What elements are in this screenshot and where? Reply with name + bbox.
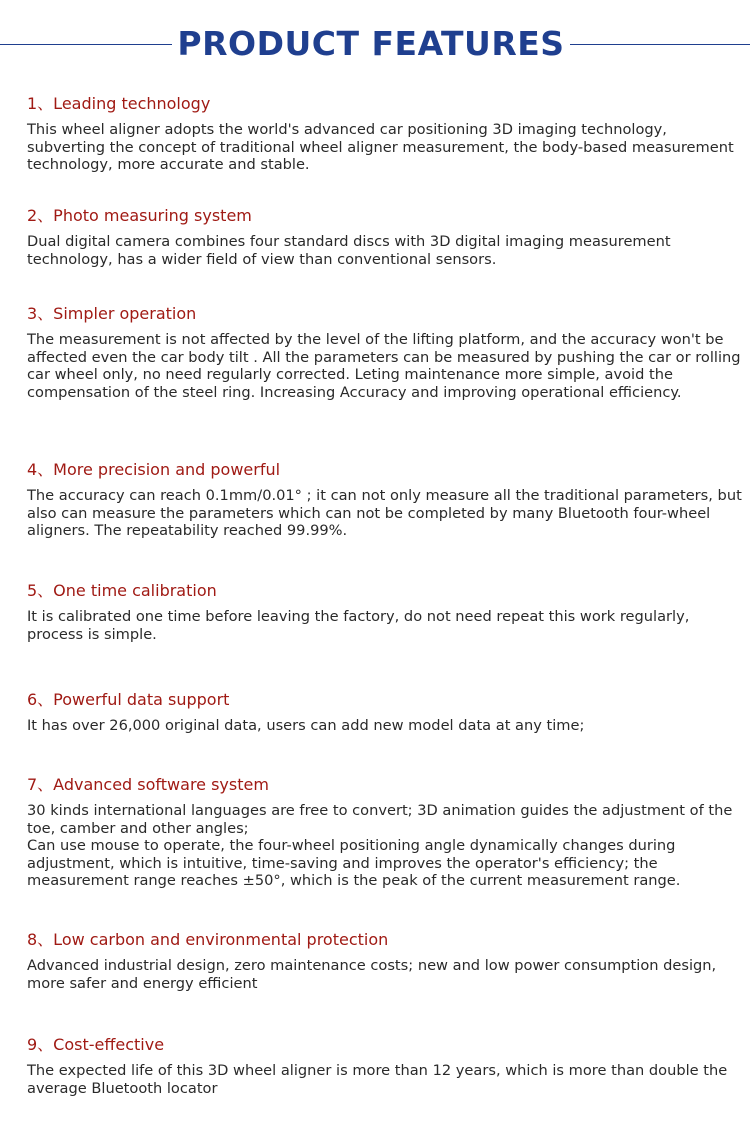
feature-item-4 — [27, 460, 745, 540]
feature-description: 30 kinds international languages are free to convert; 3D animation guides the adjustment of the toe, camber and other angles; — [27, 802, 733, 837]
feature-title: 8、Low carbon and environmental protection — [27, 930, 389, 949]
header-divider-right — [570, 44, 750, 45]
feature-item-3 — [27, 304, 745, 401]
feature-title: 6、Powerful data support — [27, 690, 230, 709]
feature-item-7 — [27, 775, 745, 890]
page-title: PRODUCT FEATURES — [177, 24, 565, 63]
feature-description-continued: Can use mouse to operate, the four-wheel positioning angle dynamically changes during adjustment, which is intuitive, time-saving and improves the operator's efficiency; the measurement range reaches ±50°, which is the peak of the current measurement range. — [27, 837, 681, 889]
header-divider-left — [0, 44, 172, 45]
feature-description: It has over 26,000 original data, users can add new model data at any time; — [27, 717, 585, 734]
feature-description: Advanced industrial design, zero maintenance costs; new and low power consumption design, more safer and energy efficient — [27, 957, 717, 992]
feature-description: This wheel aligner adopts the world's advanced car positioning 3D imaging technology, subverting the concept of traditional wheel aligner measurement, the body-based measurement technology, more accurate and stable. — [27, 121, 734, 173]
feature-item-1 — [27, 94, 745, 174]
feature-description: The accuracy can reach 0.1mm/0.01° ; it can not only measure all the traditional parameters, but also can measure the parameters which can not be completed by many Bluetooth four-wheel aligners. The repeatability reached 99.99%. — [27, 487, 742, 539]
feature-description: The expected life of this 3D wheel aligner is more than 12 years, which is more than double the average Bluetooth locator — [27, 1062, 728, 1097]
feature-description: It is calibrated one time before leaving the factory, do not need repeat this work regularly, process is simple. — [27, 608, 690, 643]
feature-description: Dual digital camera combines four standard discs with 3D digital imaging measurement technology, has a wider field of view than conventional sensors. — [27, 233, 671, 268]
feature-title: 5、One time calibration — [27, 581, 217, 600]
feature-item-2 — [27, 206, 745, 268]
page-header — [0, 18, 750, 70]
feature-title: 3、Simpler operation — [27, 304, 197, 323]
feature-title: 7、Advanced software system — [27, 775, 269, 794]
feature-item-6 — [27, 690, 745, 735]
feature-item-9 — [27, 1035, 745, 1097]
feature-title: 1、Leading technology — [27, 94, 211, 113]
feature-item-8 — [27, 930, 745, 992]
feature-item-5 — [27, 581, 745, 643]
feature-title: 2、Photo measuring system — [27, 206, 252, 225]
feature-title: 9、Cost-effective — [27, 1035, 165, 1054]
feature-title: 4、More precision and powerful — [27, 460, 281, 479]
feature-description: The measurement is not affected by the level of the lifting platform, and the accuracy won't be affected even the car body tilt . All the parameters can be measured by pushing the car or rolling car wheel only, no need regularly corrected. Leting maintenance more simple, avoid the compensation of the steel ring. Increasing Accuracy and improving operational efficiency. — [27, 331, 741, 401]
